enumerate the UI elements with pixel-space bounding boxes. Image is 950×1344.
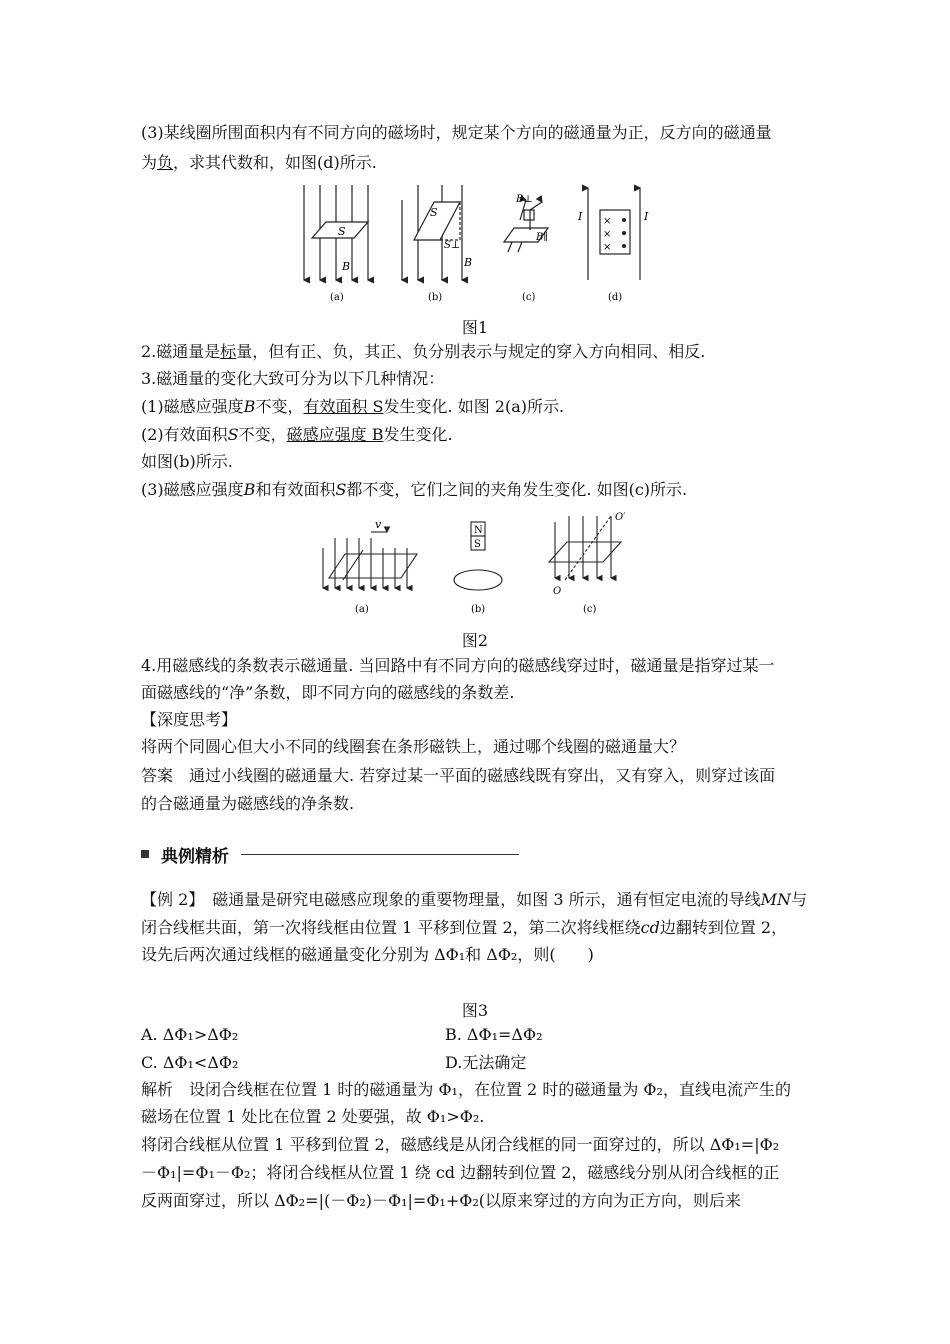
- symbol-cd: cd: [640, 918, 660, 937]
- text: 发生变化. 如图 2(a)所示.: [383, 397, 565, 416]
- underlined-text: 负: [157, 153, 174, 172]
- text: 磁通量是研究电磁感应现象的重要物理量，如图 3 所示，通有恒定电流的导线: [196, 890, 761, 909]
- option-d[interactable]: D.无法确定: [445, 1053, 527, 1072]
- paragraph-3: 3.磁通量的变化大致可分为以下几种情况：: [141, 369, 445, 388]
- figure-2-drawing: [315, 508, 635, 618]
- dot-mark: [622, 218, 626, 222]
- text: 都不变，它们之间的夹角发生变化. 如图(c)所示.: [346, 480, 688, 499]
- option-c[interactable]: C. ΔΦ₁<ΔΦ₂: [141, 1053, 239, 1072]
- paragraph-4-line2: 面磁感线的“净”条数，即不同方向的磁感线的条数差.: [141, 683, 515, 702]
- symbol-S: S: [335, 480, 347, 499]
- underlined-text: 磁感应强度 B: [286, 425, 384, 444]
- fig1-sub-b: (b): [428, 292, 443, 303]
- figure-1-caption: 图1: [461, 318, 489, 337]
- fig1a-lines: [304, 185, 368, 280]
- symbol-MN: MN: [760, 890, 792, 909]
- case-2-figure-ref: 如图(b)所示.: [141, 452, 233, 471]
- section-rule: [241, 854, 519, 855]
- text: (3)磁感应强度: [141, 480, 244, 499]
- fig2-sub-a: (a): [355, 604, 369, 615]
- fig2c-label-O: O: [553, 586, 562, 597]
- underlined-text: 有效面积 S: [303, 397, 384, 416]
- fig1a-label-B: B: [342, 260, 351, 273]
- symbol-B: B: [243, 480, 256, 499]
- symbol-S: S: [227, 425, 239, 444]
- fig2b-label-S: S: [474, 539, 481, 550]
- dot-mark: [622, 244, 626, 248]
- paragraph-part3-line2: [141, 153, 377, 173]
- example-2-line2: [141, 918, 787, 938]
- fig2b-label-N: N: [474, 525, 483, 536]
- fig2a-label-v: v: [375, 518, 382, 531]
- analysis-line5: 反两面穿过，所以 ΔΦ₂=|(－Φ₂)－Φ₁|=Φ₁+Φ₂(以原来穿过的方向为正方向，则后来: [141, 1191, 742, 1210]
- text: 为: [141, 153, 158, 172]
- text: 不变，: [238, 425, 287, 444]
- text: 与: [791, 890, 808, 909]
- example-2-line1: [141, 890, 807, 910]
- deep-thinking-answer-line2: 的合磁通量为磁感线的净条数.: [141, 794, 355, 813]
- example-2-line3: 设先后两次通过线框的磁通量变化分别为 ΔΦ₁和 ΔΦ₂，则( ): [141, 945, 594, 964]
- figure-1: [290, 180, 650, 310]
- symbol-B: B: [243, 397, 256, 416]
- text: 和有效面积: [255, 480, 336, 499]
- fig2a-lines: [323, 532, 417, 588]
- section-title: 典例精析: [161, 846, 229, 867]
- analysis-line3: 将闭合线框从位置 1 平移到位置 2，磁感线是从闭合线框的同一面穿过的，所以 ΔΦ₁=|Φ₂: [141, 1135, 780, 1154]
- analysis-line2: 磁场在位置 1 处比在位置 2 处要强，故 Φ₁>Φ₂.: [141, 1107, 485, 1126]
- text: 发生变化.: [383, 425, 453, 444]
- text: 边翻转到位置 2，: [659, 918, 788, 937]
- dot-mark: [622, 231, 626, 235]
- fig2-sub-c: (c): [583, 604, 597, 615]
- text: ，求其代数和，如图(d)所示.: [173, 153, 377, 172]
- fig2-sub-b: (b): [471, 604, 486, 615]
- fig1c-label-Bpar: B∥: [536, 232, 548, 243]
- cross-mark: ×: [603, 229, 612, 240]
- cross-mark: ×: [603, 242, 612, 253]
- fig1c-lines: [504, 200, 548, 252]
- text: (3)某线圈所围面积内有不同方向的磁场时，规定某个方向的磁通量为正，反方向的磁通量: [141, 123, 772, 142]
- fig1-sub-a: (a): [330, 292, 344, 303]
- fig1b-label-B: B: [464, 256, 473, 269]
- paragraph-4-line1: 4.用磁感线的条数表示磁通量. 当回路中有不同方向的磁感线穿过时，磁通量是指穿过某一: [141, 656, 775, 675]
- figure-1-drawing: [290, 180, 650, 310]
- paragraph-2: [141, 342, 705, 362]
- fig1b-label-Sperp: S⊥: [444, 240, 461, 251]
- cross-mark: ×: [603, 216, 612, 227]
- text: 量，但有正、负，其正、负分别表示与规定的穿入方向相同、相反.: [236, 342, 706, 361]
- case-2: [141, 425, 453, 445]
- deep-thinking-answer-line1: 答案 通过小线圈的磁通量大. 若穿过某一平面的磁感线既有穿出，又有穿入，则穿过该面: [141, 766, 776, 785]
- figure-2-caption: 图2: [461, 631, 489, 650]
- fig1d-label-I-left: I: [578, 210, 583, 223]
- figure-2: [315, 508, 635, 618]
- text: 不变，: [255, 397, 304, 416]
- deep-thinking-question: 将两个同圆心但大小不同的线圈套在条形磁铁上，通过哪个线圈的磁通量大？: [141, 737, 686, 756]
- section-bullet-icon: [141, 850, 149, 858]
- case-1: [141, 397, 564, 417]
- fig1-sub-c: (c): [522, 292, 536, 303]
- analysis-line4: －Φ₁|=Φ₁－Φ₂；将闭合线框从位置 1 绕 cd 边翻转到位置 2，磁感线分别从闭合线框的正: [141, 1163, 780, 1182]
- example-tag: 【例 2】: [141, 890, 197, 909]
- option-b[interactable]: B. ΔΦ₁=ΔΦ₂: [445, 1025, 543, 1044]
- underlined-text: 标: [220, 342, 237, 361]
- analysis-line1: 解析 设闭合线框在位置 1 时的磁通量为 Φ₁，在位置 2 时的磁通量为 Φ₂，直线电流产生的: [141, 1080, 791, 1099]
- fig2c-label-Op: O′: [615, 512, 626, 523]
- figure-3-caption: 图3: [461, 1001, 489, 1020]
- fig1a-label-S: S: [338, 225, 346, 238]
- option-a[interactable]: A. ΔΦ₁>ΔΦ₂: [141, 1025, 239, 1044]
- case-3: [141, 480, 687, 500]
- fig1b-label-S: S: [430, 206, 438, 219]
- section-header: [141, 843, 519, 865]
- fig1d-label-I-right: I: [644, 210, 649, 223]
- fig1d-lines: [588, 188, 640, 280]
- fig1b-lines: [402, 185, 462, 280]
- paragraph-part3-line1: [141, 123, 772, 143]
- fig1-sub-d: (d): [608, 292, 623, 303]
- text: (2)有效面积: [141, 425, 228, 444]
- text: (1)磁感应强度: [141, 397, 244, 416]
- text: 2.磁通量是: [141, 342, 221, 361]
- text: 闭合线框共面，第一次将线框由位置 1 平移到位置 2，第二次将线框绕: [141, 918, 641, 937]
- fig1c-label-Bperp: B⊥: [516, 194, 533, 205]
- fig2c-lines: [549, 516, 621, 580]
- deep-thinking-title: 【深度思考】: [141, 710, 238, 729]
